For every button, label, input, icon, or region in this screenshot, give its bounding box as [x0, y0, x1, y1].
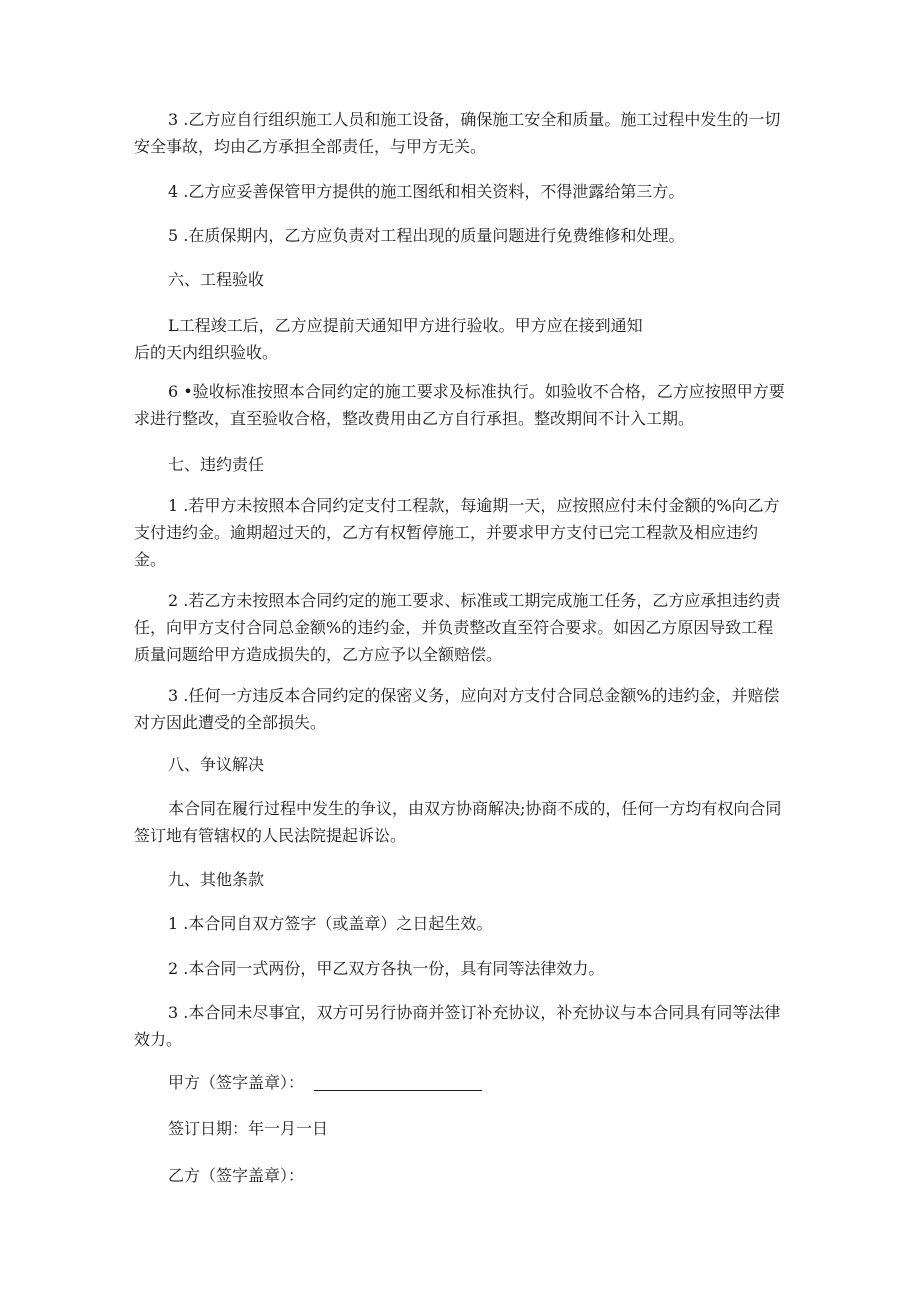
section-heading-dispute: 八、争议解决 — [168, 755, 265, 774]
section-heading-acceptance: 六、工程验收 — [168, 270, 265, 289]
section-heading-liability: 七、违约责任 — [168, 455, 265, 474]
liability-clause-3: 3 .任何一方违反本合同约定的保密义务，应向对方支付合同总金额%的违约金，并赔偿对方因此遭受的全部损失。 — [134, 686, 780, 732]
party-a-signature-row — [168, 1069, 482, 1096]
liability-clause-1: 1 .若甲方未按照本合同约定支付工程款，每逾期一天，应按照应付未付金额的%向乙方支付违约金。逾期超过天的，乙方有权暂停施工，并要求甲方支付已完工程款及相应违约金。 — [134, 496, 780, 569]
clause-3-safety: 3 .乙方应自行组织施工人员和施工设备，确保施工安全和质量。施工过程中发生的一切安全事故，均由乙方承担全部责任，与甲方无关。 — [134, 110, 781, 156]
clause-4-confidentiality: 4 .乙方应妥善保管甲方提供的施工图纸和相关资料，不得泄露给第三方。 — [168, 182, 685, 201]
dispute-clause: 本合同在履行过程中发生的争议，由双方协商解决;协商不成的，任何一方均有权向合同签订地有管辖权的人民法院提起诉讼。 — [134, 799, 782, 845]
party-b-signature-label: 乙方（签字盖章）： — [168, 1166, 305, 1185]
party-a-signature-line — [314, 1090, 482, 1091]
acceptance-clause-1-line-1: L工程竣工后，乙方应提前天通知甲方进行验收。甲方应在接到通知 — [168, 316, 643, 335]
party-a-signature-label: 甲方（签字盖章）： — [168, 1073, 305, 1092]
acceptance-clause-1-line-2: 后的天内组织验收。 — [134, 343, 279, 362]
signing-date: 签订日期：年一月一日 — [168, 1119, 329, 1138]
acceptance-clause-2: 6 •验收标准按照本合同约定的施工要求及标准执行。如验收不合格，乙方应按照甲方要求进行整改，直至验收合格，整改费用由乙方自行承担。整改期间不计入工期。 — [134, 382, 785, 428]
section-heading-other: 九、其他条款 — [168, 870, 265, 889]
clause-5-warranty: 5 .在质保期内，乙方应负责对工程出现的质量问题进行免费维修和处理。 — [168, 226, 685, 245]
other-clause-1: 1 .本合同自双方签字（或盖章）之日起生效。 — [168, 914, 493, 933]
other-clause-2: 2 .本合同一式两份，甲乙双方各执一份，具有同等法律效力。 — [168, 959, 605, 978]
other-clause-3: 3 .本合同未尽事宜，双方可另行协商并签订补充协议，补充协议与本合同具有同等法律效力。 — [134, 1003, 781, 1049]
liability-clause-2: 2 .若乙方未按照本合同约定的施工要求、标准或工期完成施工任务，乙方应承担违约责任，向甲方支付合同总金额%的违约金，并负责整改直至符合要求。如因乙方原因导致工程质量问题给甲方造成损失的，乙方应予以全额赔偿。 — [134, 591, 781, 664]
